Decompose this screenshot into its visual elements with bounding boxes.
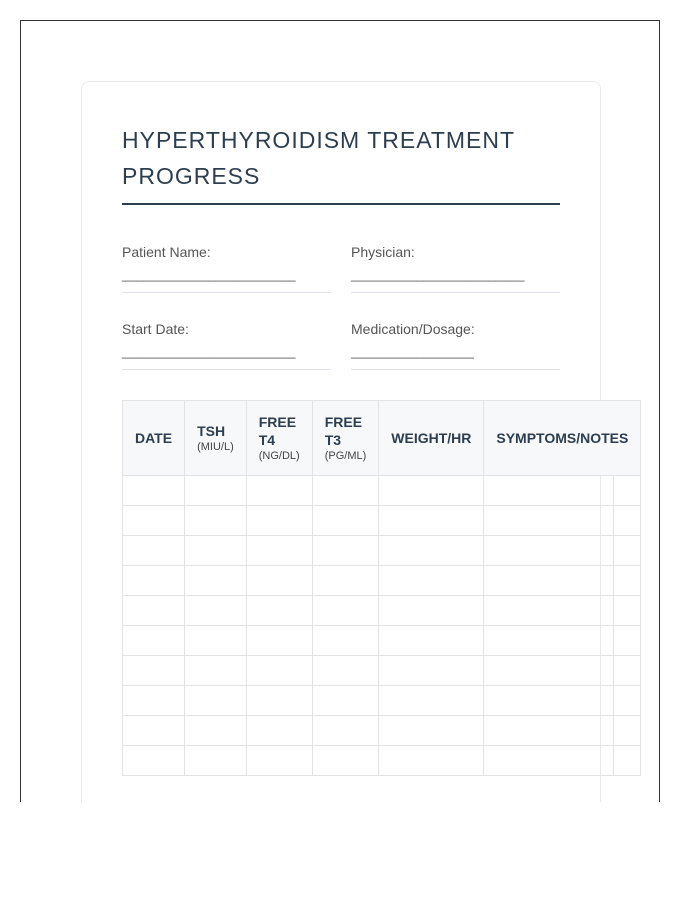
cell-tsh[interactable]	[185, 536, 247, 566]
cell-free-t4[interactable]	[246, 716, 312, 746]
cell-free-t3[interactable]	[312, 596, 379, 626]
patient-name-field[interactable]	[122, 243, 331, 293]
cell-symptoms-notes[interactable]	[484, 626, 613, 656]
column-header-free-t4	[246, 401, 312, 476]
table-body	[123, 476, 641, 776]
cell-symptoms-notes[interactable]	[484, 566, 613, 596]
cell-free-t4[interactable]	[246, 506, 312, 536]
column-weight-hr-label: WEIGHT/HR	[391, 430, 472, 446]
cell-symptoms-notes[interactable]	[484, 746, 613, 776]
cell-extra[interactable]	[613, 746, 641, 776]
cell-free-t3[interactable]	[312, 566, 379, 596]
cell-free-t3[interactable]	[312, 536, 379, 566]
medication-field[interactable]	[351, 320, 560, 370]
cell-tsh[interactable]	[185, 596, 247, 626]
table-row	[123, 536, 641, 566]
cell-symptoms-notes[interactable]	[484, 716, 613, 746]
cell-tsh[interactable]	[185, 656, 247, 686]
cell-symptoms-notes[interactable]	[484, 656, 613, 686]
cell-free-t3[interactable]	[312, 716, 379, 746]
cell-free-t3[interactable]	[312, 656, 379, 686]
cell-free-t4[interactable]	[246, 626, 312, 656]
cell-tsh[interactable]	[185, 686, 247, 716]
physician-blank[interactable]: ________________________	[351, 267, 525, 282]
physician-label: Physician:	[351, 244, 415, 260]
column-free-t4-label: FREE T4	[258, 414, 297, 448]
cell-weight-hr[interactable]	[379, 686, 484, 716]
cell-free-t3[interactable]	[312, 506, 379, 536]
cell-date[interactable]	[123, 536, 185, 566]
column-header-free-t3	[312, 401, 379, 476]
column-tsh-unit: (MIU/L)	[197, 441, 234, 453]
title-divider	[122, 203, 560, 205]
start-date-blank[interactable]: ________________________	[122, 344, 296, 359]
cell-date[interactable]	[123, 626, 185, 656]
column-symptoms-notes-label: SYMPTOMS/NOTES	[496, 430, 629, 446]
medication-blank[interactable]: _________________	[351, 344, 474, 359]
cell-symptoms-notes[interactable]	[484, 476, 613, 506]
medication-label: Medication/Dosage:	[351, 321, 475, 337]
page-title: HYPERTHYROIDISM TREATMENT PROGRESS	[122, 127, 515, 189]
cell-free-t3[interactable]	[312, 476, 379, 506]
cell-free-t4[interactable]	[246, 656, 312, 686]
cell-free-t4[interactable]	[246, 566, 312, 596]
patient-name-blank[interactable]: ________________________	[122, 267, 296, 282]
cell-weight-hr[interactable]	[379, 506, 484, 536]
cell-free-t4[interactable]	[246, 746, 312, 776]
cell-date[interactable]	[123, 506, 185, 536]
cell-date[interactable]	[123, 746, 185, 776]
column-header-weight-hr	[379, 401, 484, 476]
cell-symptoms-notes[interactable]	[484, 506, 613, 536]
table-header-row	[123, 401, 641, 476]
cell-extra[interactable]	[613, 716, 641, 746]
cell-symptoms-notes[interactable]	[484, 596, 613, 626]
cell-weight-hr[interactable]	[379, 626, 484, 656]
table-row	[123, 476, 641, 506]
cell-date[interactable]	[123, 656, 185, 686]
cell-free-t3[interactable]	[312, 746, 379, 776]
table-row	[123, 596, 641, 626]
column-free-t3-unit: (PG/ML)	[324, 450, 367, 462]
start-date-field[interactable]	[122, 320, 331, 370]
cell-symptoms-notes[interactable]	[484, 536, 613, 566]
column-header-tsh	[185, 401, 247, 476]
cell-tsh[interactable]	[185, 746, 247, 776]
cell-extra[interactable]	[613, 476, 641, 506]
table-row	[123, 716, 641, 746]
column-free-t4-unit: (NG/DL)	[258, 450, 300, 462]
cell-date[interactable]	[123, 686, 185, 716]
cell-weight-hr[interactable]	[379, 656, 484, 686]
cell-extra[interactable]	[613, 596, 641, 626]
cell-tsh[interactable]	[185, 566, 247, 596]
cell-weight-hr[interactable]	[379, 716, 484, 746]
table-row	[123, 566, 641, 596]
column-header-date	[123, 401, 185, 476]
table-row	[123, 506, 641, 536]
cell-free-t3[interactable]	[312, 686, 379, 716]
cell-date[interactable]	[123, 566, 185, 596]
physician-field[interactable]	[351, 243, 560, 293]
cell-weight-hr[interactable]	[379, 476, 484, 506]
patient-name-label: Patient Name:	[122, 244, 211, 260]
cell-date[interactable]	[123, 476, 185, 506]
column-free-t3-label: FREE T3	[324, 414, 363, 448]
cell-free-t4[interactable]	[246, 476, 312, 506]
column-tsh-label: TSH	[197, 423, 226, 439]
column-date-label: DATE	[135, 430, 173, 446]
cell-weight-hr[interactable]	[379, 566, 484, 596]
cell-weight-hr[interactable]	[379, 596, 484, 626]
cell-extra[interactable]	[613, 686, 641, 716]
cell-extra[interactable]	[613, 536, 641, 566]
cell-extra[interactable]	[613, 566, 641, 596]
cell-free-t3[interactable]	[312, 626, 379, 656]
cell-tsh[interactable]	[185, 626, 247, 656]
table-row	[123, 686, 641, 716]
cell-extra[interactable]	[613, 656, 641, 686]
cell-date[interactable]	[123, 596, 185, 626]
table-row	[123, 656, 641, 686]
cell-tsh[interactable]	[185, 476, 247, 506]
cell-tsh[interactable]	[185, 716, 247, 746]
cell-extra[interactable]	[613, 626, 641, 656]
cell-free-t4[interactable]	[246, 536, 312, 566]
cell-free-t4[interactable]	[246, 596, 312, 626]
column-header-symptoms-notes	[484, 401, 641, 476]
cell-symptoms-notes[interactable]	[484, 686, 613, 716]
cell-date[interactable]	[123, 716, 185, 746]
table-row	[123, 626, 641, 656]
cell-extra[interactable]	[613, 506, 641, 536]
cell-weight-hr[interactable]	[379, 536, 484, 566]
treatment-log-table	[122, 400, 641, 776]
table-row	[123, 746, 641, 776]
start-date-label: Start Date:	[122, 321, 189, 337]
cell-weight-hr[interactable]	[379, 746, 484, 776]
cell-free-t4[interactable]	[246, 686, 312, 716]
cell-tsh[interactable]	[185, 506, 247, 536]
